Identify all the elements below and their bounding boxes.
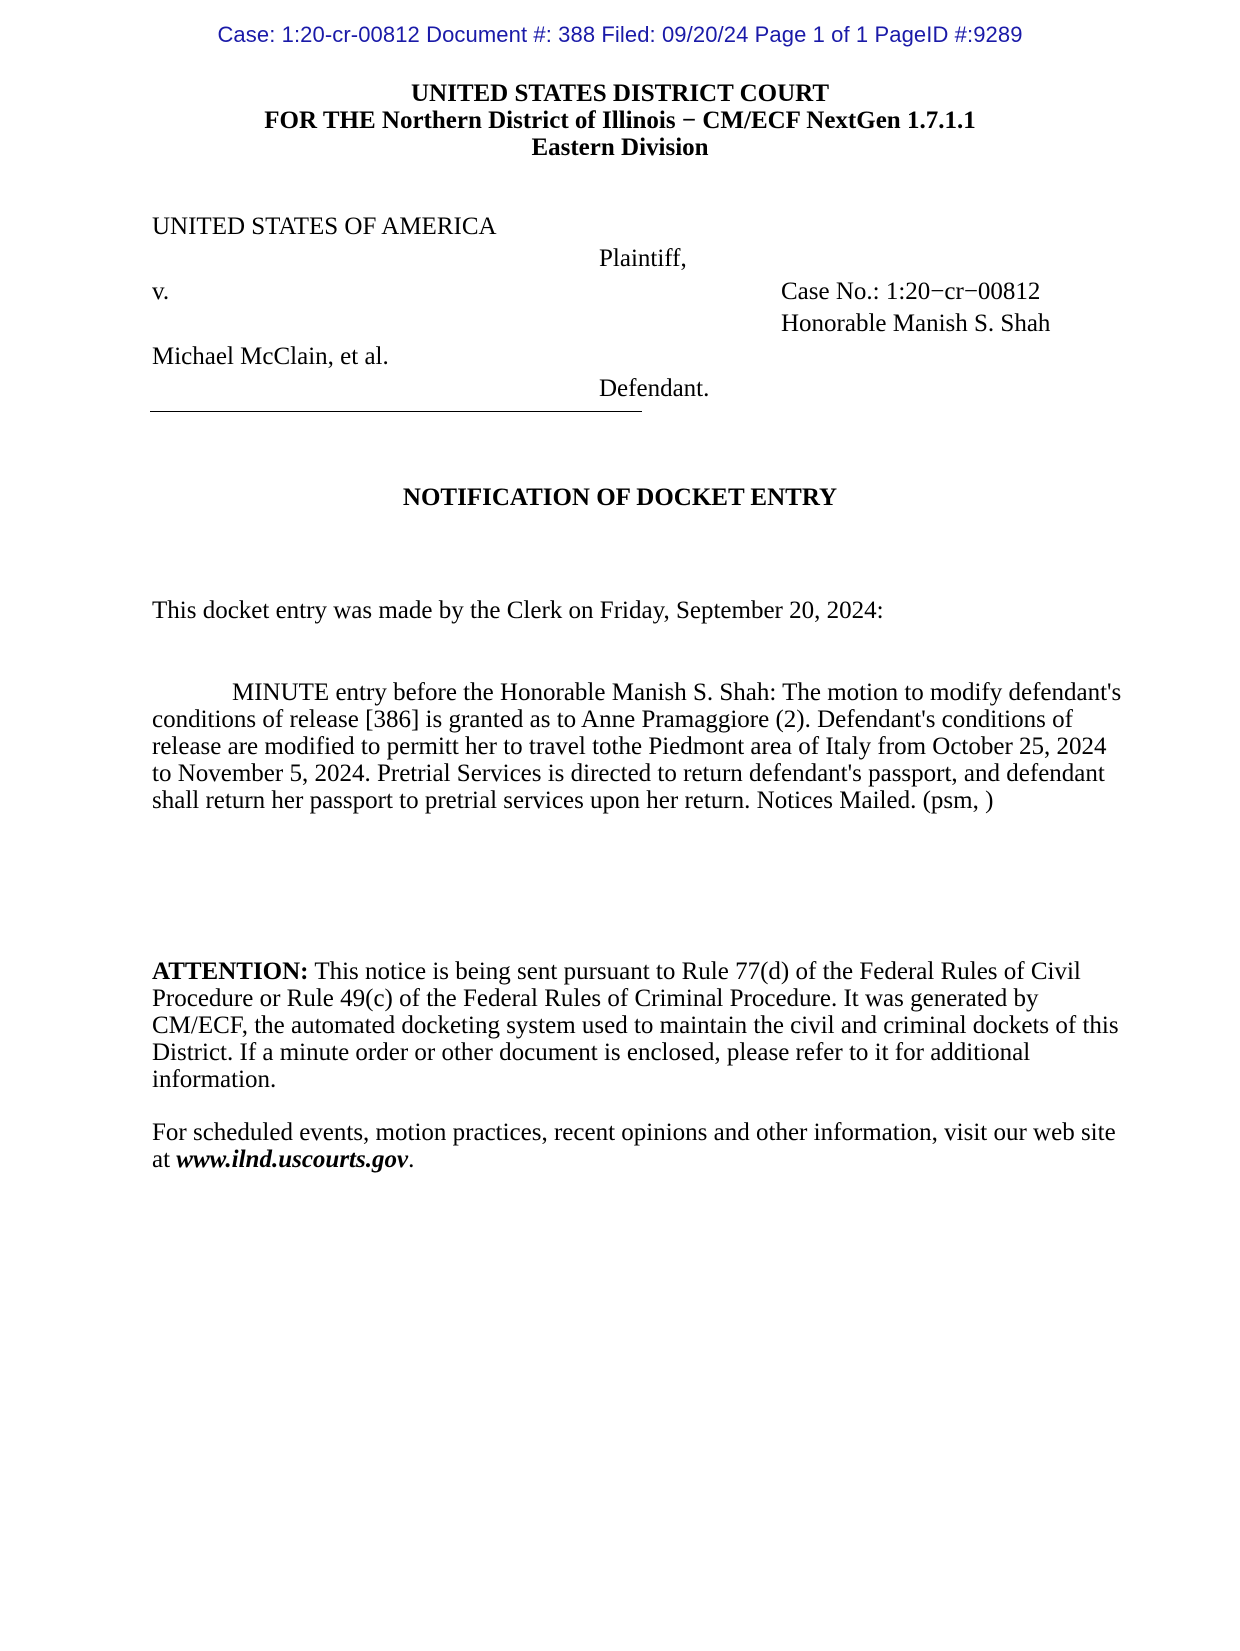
- attention-label: ATTENTION:: [152, 958, 309, 985]
- versus: v.: [152, 278, 170, 305]
- defendant-name: Michael McClain, et al.: [152, 343, 389, 370]
- website-notice: [152, 1119, 1132, 1173]
- case-number: Case No.: 1:20−cr−00812: [781, 278, 1041, 305]
- plaintiff-role: Plaintiff,: [599, 245, 687, 272]
- court-division: Eastern Division: [531, 134, 709, 161]
- notice-title: NOTIFICATION OF DOCKET ENTRY: [402, 484, 838, 511]
- caption-divider: [150, 411, 642, 412]
- judge-name: Honorable Manish S. Shah: [781, 310, 1051, 337]
- court-district: FOR THE Northern District of Illinois − CM/ECF NextGen 1.7.1.1: [264, 107, 976, 134]
- website-link[interactable]: www.ilnd.uscourts.gov: [176, 1146, 409, 1173]
- plaintiff-name: UNITED STATES OF AMERICA: [152, 213, 497, 240]
- website-end: .: [408, 1146, 415, 1173]
- attention-notice: [152, 958, 1132, 1093]
- court-name: UNITED STATES DISTRICT COURT: [411, 80, 829, 107]
- defendant-role: Defendant.: [599, 375, 710, 402]
- attention-text: This notice is being sent pursuant to Rule 77(d) of the Federal Rules of Civil Procedure or Rule 49(c) of the Federal Rules of Criminal Procedure. It was generated by CM/ECF, the automated docketing system used to maintain the civil and criminal dockets of this District. If a minute order or other document is enclosed, please refer to it for additional information.: [152, 958, 1119, 1093]
- court-heading: [0, 80, 1240, 161]
- filing-stamp: Case: 1:20-cr-00812 Document #: 388 Filed: 09/20/24 Page 1 of 1 PageID #:9289: [217, 22, 1023, 47]
- website-text: For scheduled events, motion practices, recent opinions and other information, visit our web site at: [152, 1119, 1116, 1173]
- minute-entry: MINUTE entry before the Honorable Manish S. Shah: The motion to modify defendant's conditions of release [386] is granted as to Anne Pramaggiore (2). Defendant's conditions of release are modified to permitt her to travel tothe Piedmont area of Italy from October 25, 2024 to November 5, 2024. Pretrial Services is directed to return defendant's passport, and defendant shall return her passport to pretrial services upon her return. Notices Mailed. (psm, ): [152, 679, 1122, 814]
- entry-intro: This docket entry was made by the Clerk on Friday, September 20, 2024:: [152, 597, 884, 624]
